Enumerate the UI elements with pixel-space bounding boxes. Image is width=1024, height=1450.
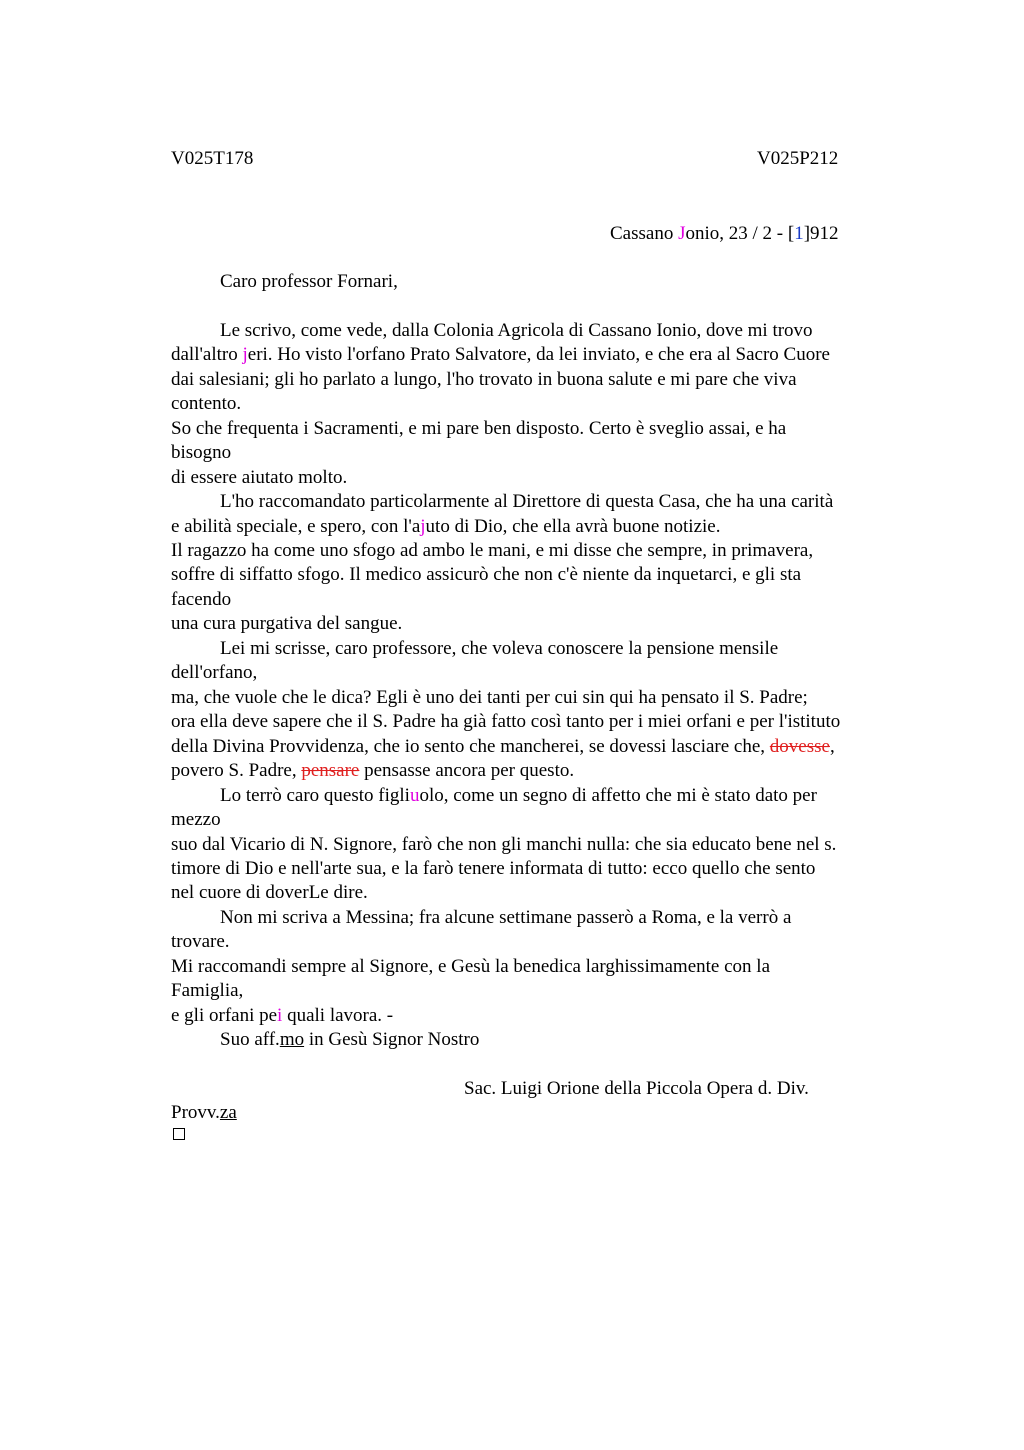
inserted-letter: u — [409, 785, 420, 806]
body-line: bisogno — [171, 442, 232, 463]
body-line: una cura purgativa del sangue. — [171, 613, 403, 634]
signature: Sac. Luigi Orione della Piccola Opera d. Div. — [464, 1078, 809, 1099]
inserted-letter: j — [242, 344, 248, 365]
body-line: e gli orfani pei quali lavora. - — [171, 1005, 394, 1026]
body-line: contento. — [171, 393, 242, 414]
body-line: povero S. Padre, pensare pensasse ancora per questo. — [171, 760, 575, 781]
salutation: Caro professor Fornari, — [220, 271, 398, 292]
body-line: di essere aiutato molto. — [171, 467, 348, 488]
body-line: L'ho raccomandato particolarmente al Direttore di questa Casa, che ha una carità — [220, 491, 834, 512]
signature-continuation: Provv.za — [171, 1102, 237, 1123]
body-line: Mi raccomandi sempre al Signore, e Gesù la benedica larghissimamente con la — [171, 956, 771, 977]
body-line: ma, che vuole che le dica? Egli è uno dei tanti per cui sin qui ha pensato il S. Padre; — [171, 687, 808, 708]
editorial-addition: 1 — [794, 223, 804, 244]
inserted-letter: J — [678, 223, 686, 244]
body-line: trovare. — [171, 931, 230, 952]
body-line: dall'altro jeri. Ho visto l'orfano Prato Salvatore, da lei inviato, e che era al Sacro Cuore — [171, 344, 830, 365]
body-line: Le scrivo, come vede, dalla Colonia Agricola di Cassano Ionio, dove mi trovo — [220, 320, 813, 341]
dateline: Cassano Jonio, 23 / 2 - [1]912 — [610, 223, 839, 244]
body-line: e abilità speciale, e spero, con l'ajuto di Dio, che ella avrà buone notizie. — [171, 516, 721, 537]
checkbox-glyph-icon — [173, 1128, 185, 1140]
right-reference-code: V025P212 — [757, 148, 839, 169]
inserted-letter: j — [420, 516, 426, 537]
body-line: dai salesiani; gli ho parlato a lungo, l'ho trovato in buona salute e mi pare che viva — [171, 369, 797, 390]
body-line: mezzo — [171, 809, 221, 830]
body-line: dell'orfano, — [171, 662, 258, 683]
body-line: soffre di siffatto sfogo. Il medico assicurò che non c'è niente da inquetarci, e gli sta — [171, 564, 802, 585]
deleted-word: pensare — [301, 760, 360, 781]
body-line: So che frequenta i Sacramenti, e mi pare ben disposto. Certo è sveglio assai, e ha — [171, 418, 787, 439]
body-line: nel cuore di doverLe dire. — [171, 882, 368, 903]
body-line: Lo terrò caro questo figliuolo, come un segno di affetto che mi è stato dato per — [220, 785, 817, 806]
body-line: Famiglia, — [171, 980, 244, 1001]
body-line: timore di Dio e nell'arte sua, e la farò tenere informata di tutto: ecco quello che sento — [171, 858, 816, 879]
body-line: suo dal Vicario di N. Signore, farò che non gli manchi nulla: che sia educato bene nel s. — [171, 834, 837, 855]
inserted-letter: i — [277, 1005, 283, 1026]
left-reference-code: V025T178 — [171, 148, 254, 169]
body-line: Lei mi scrisse, caro professore, che voleva conoscere la pensione mensile — [220, 638, 779, 659]
body-line: Il ragazzo ha come uno sfogo ad ambo le mani, e mi disse che sempre, in primavera, — [171, 540, 814, 561]
body-line: della Divina Provvidenza, che io sento che mancherei, se dovessi lasciare che, dovesse, — [171, 736, 835, 757]
closing: Suo aff.mo in Gesù Signor Nostro — [220, 1029, 480, 1050]
body-line: ora ella deve sapere che il S. Padre ha già fatto così tanto per i miei orfani e per l'istituto — [171, 711, 841, 732]
deleted-word: dovesse — [769, 736, 830, 757]
body-line: facendo — [171, 589, 232, 610]
body-line: Non mi scriva a Messina; fra alcune settimane passerò a Roma, e la verrò a — [220, 907, 792, 928]
